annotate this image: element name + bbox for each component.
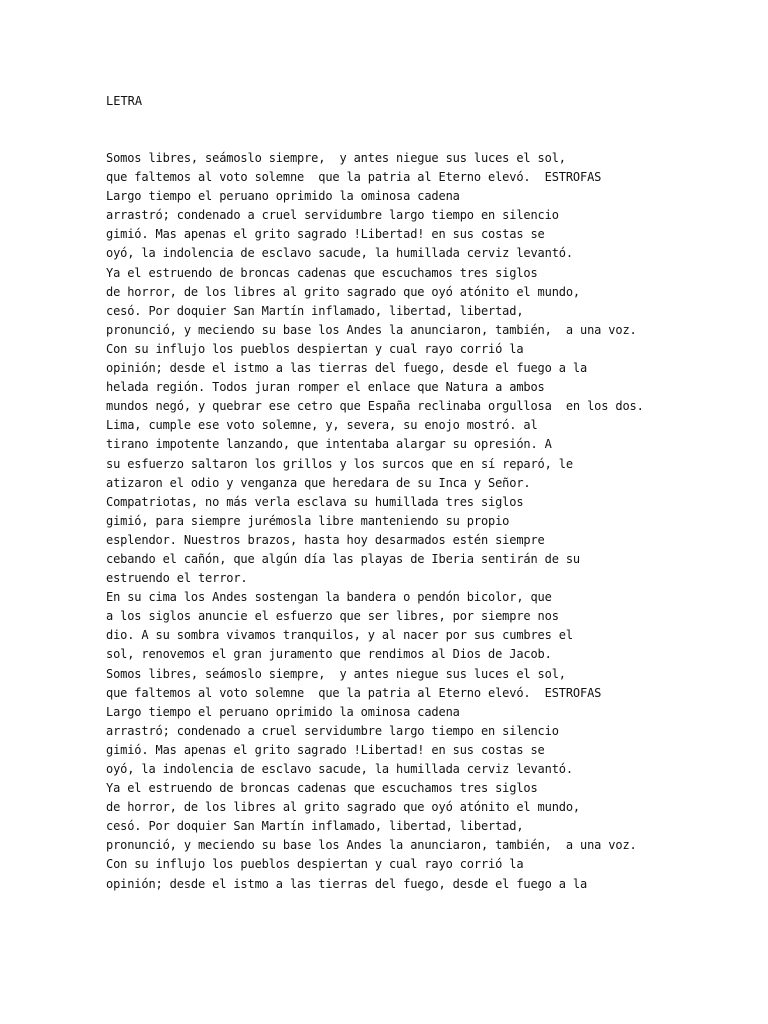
text-line: pronunció, y meciendo su base los Andes la anunciaron, también, a una voz. [106,838,637,853]
text-line: Con su influjo los pueblos despiertan y cual rayo corrió la [106,341,524,356]
text-line: estruendo el terror. [106,571,248,586]
text-line: a los siglos anuncie el esfuerzo que ser libres, por siempre nos [106,609,559,624]
text-line: En su cima los Andes sostengan la bandera o pendón bicolor, que [106,590,552,605]
lyrics-body [106,149,746,894]
document-heading: LETRA [106,94,143,108]
text-line: arrastró; condenado a cruel servidumbre largo tiempo en silencio [106,723,559,738]
text-line: Ya el estruendo de broncas cadenas que escuchamos tres siglos [106,781,538,796]
text-line: tirano impotente lanzando, que intentaba alargar su opresión. A [106,437,552,452]
text-line: arrastró; condenado a cruel servidumbre largo tiempo en silencio [106,208,559,223]
text-line: Lima, cumple ese voto solemne, y, severa, su enojo mostró. al [106,418,538,433]
text-line: gimió. Mas apenas el grito sagrado !Libertad! en sus costas se [106,227,545,242]
text-line: gimió. Mas apenas el grito sagrado !Libertad! en sus costas se [106,742,545,757]
text-line: que faltemos al voto solemne que la patria al Eterno elevó. ESTROFAS [106,170,602,185]
text-line: Largo tiempo el peruano oprimido la ominosa cadena [106,189,460,204]
text-line: pronunció, y meciendo su base los Andes la anunciaron, también, a una voz. [106,322,637,337]
text-line: Ya el estruendo de broncas cadenas que escuchamos tres siglos [106,265,538,280]
text-line: gimió, para siempre jurémosla libre manteniendo su propio [106,513,510,528]
text-line: opinión; desde el istmo a las tierras del fuego, desde el fuego a la [106,361,588,376]
text-line: de horror, de los libres al grito sagrado que oyó atónito el mundo, [106,800,580,815]
text-line: dio. A su sombra vivamos tranquilos, y al nacer por sus cumbres el [106,628,573,643]
text-line: helada región. Todos juran romper el enlace que Natura a ambos [106,380,545,395]
text-line: Con su influjo los pueblos despiertan y cual rayo corrió la [106,857,524,872]
text-line: Largo tiempo el peruano oprimido la ominosa cadena [106,704,460,719]
text-line: oyó, la indolencia de esclavo sacude, la humillada cerviz levantó. [106,246,573,261]
text-line: esplendor. Nuestros brazos, hasta hoy desarmados estén siempre [106,532,545,547]
text-line: que faltemos al voto solemne que la patria al Eterno elevó. ESTROFAS [106,685,602,700]
text-line: Compatriotas, no más verla esclava su humillada tres siglos [106,494,524,509]
text-line: opinión; desde el istmo a las tierras del fuego, desde el fuego a la [106,876,588,891]
text-line: cesó. Por doquier San Martín inflamado, libertad, libertad, [106,303,524,318]
text-line: Somos libres, seámoslo siempre, y antes niegue sus luces el sol, [106,666,566,681]
text-line: oyó, la indolencia de esclavo sacude, la humillada cerviz levantó. [106,762,573,776]
text-line: sol, renovemos el gran juramento que rendimos al Dios de Jacob. [106,647,552,662]
text-line: cesó. Por doquier San Martín inflamado, libertad, libertad, [106,819,524,834]
text-line: cebando el cañón, que algún día las playas de Iberia sentirán de su [106,551,580,566]
text-line: su esfuerzo saltaron los grillos y los surcos que en sí reparó, le [106,456,573,471]
text-line: de horror, de los libres al grito sagrado que oyó atónito el mundo, [106,284,580,299]
text-line: Somos libres, seámoslo siempre, y antes niegue sus luces el sol, [106,151,566,165]
text-line: atizaron el odio y venganza que heredara de su Inca y Señor. [106,475,531,490]
text-line: mundos negó, y quebrar ese cetro que España reclinaba orgullosa en los dos. [106,399,644,414]
